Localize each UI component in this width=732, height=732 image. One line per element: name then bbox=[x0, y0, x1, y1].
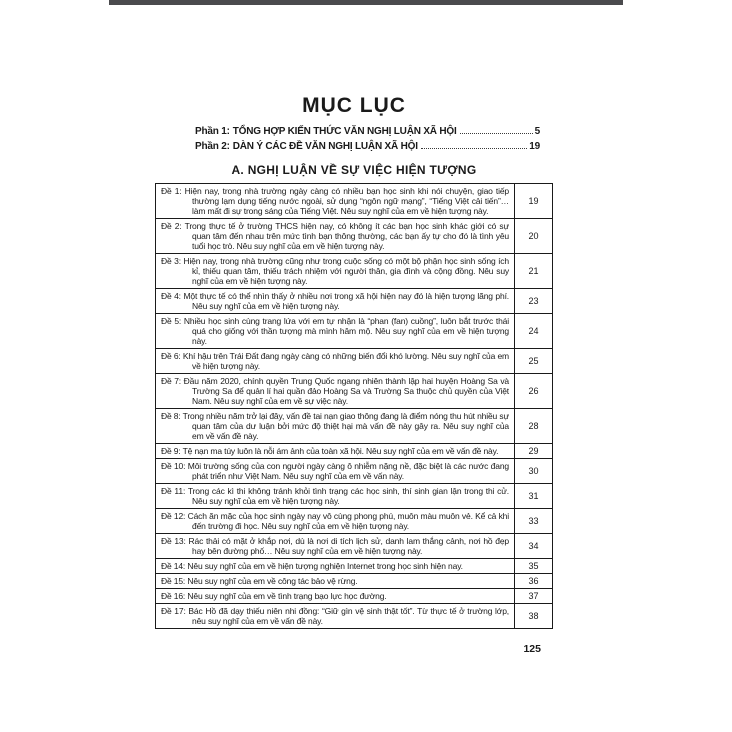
row-page-number: 30 bbox=[528, 466, 539, 476]
row-topic-label: Đề 3: bbox=[161, 256, 181, 266]
toc-entry-title: TỔNG HỢP KIẾN THỨC VĂN NGHỊ LUẬN XÃ HỘI bbox=[232, 126, 457, 137]
row-topic-text: Trong các kì thi không tránh khỏi tình trạng các học sinh, thí sinh gian lận trong thi cử. Nêu suy nghĩ của em về hiện tượng này. bbox=[187, 486, 510, 506]
row-page-number: 36 bbox=[528, 576, 539, 586]
toc-entry-label: Phần 2: bbox=[195, 141, 230, 152]
row-topic-cell bbox=[156, 219, 515, 253]
table-row bbox=[156, 288, 552, 313]
row-topic-cell bbox=[156, 574, 515, 588]
table-row bbox=[156, 558, 552, 573]
row-topic-label: Đề 14: bbox=[161, 561, 186, 571]
table-row bbox=[156, 573, 552, 588]
toc-entry-title: DÀN Ý CÁC ĐỀ VĂN NGHỊ LUẬN XÃ HỘI bbox=[232, 141, 418, 152]
page-content bbox=[155, 0, 553, 655]
table-row bbox=[156, 508, 552, 533]
row-page-cell bbox=[515, 289, 552, 313]
row-topic-text: Nêu suy nghĩ của em về công tác bảo vệ rừng. bbox=[187, 576, 358, 586]
toc-list bbox=[195, 124, 540, 154]
table-row bbox=[156, 533, 552, 558]
page-title: MỤC LỤC bbox=[302, 94, 406, 117]
topics-table bbox=[155, 183, 553, 629]
row-topic-label: Đề 16: bbox=[161, 591, 186, 601]
row-topic-cell bbox=[156, 409, 515, 443]
row-topic-text: Khí hậu trên Trái Đất đang ngày càng có những biến đổi khó lường. Nêu suy nghĩ của em về hiện tượng này. bbox=[182, 351, 509, 371]
row-topic-text: Nêu suy nghĩ của em về hiện tượng nghiện Internet trong học sinh hiện nay. bbox=[187, 561, 463, 571]
table-row bbox=[156, 184, 552, 218]
row-topic-label: Đề 7: bbox=[161, 376, 182, 386]
row-topic-cell bbox=[156, 374, 515, 408]
row-topic-text: Bác Hồ đã dạy thiếu niên nhi đồng: “Giữ gìn vệ sinh thật tốt”. Từ thực tế ở trường lớp, nêu suy nghĩ của em về vấn đề này. bbox=[188, 606, 509, 626]
row-topic-text: Nêu suy nghĩ của em về tình trạng bạo lực học đường. bbox=[187, 591, 387, 601]
toc-entry bbox=[195, 139, 540, 154]
row-page-cell bbox=[515, 604, 552, 628]
row-page-cell bbox=[515, 559, 552, 573]
row-topic-cell bbox=[156, 314, 515, 348]
row-topic-cell bbox=[156, 254, 515, 288]
row-topic-label: Đề 8: bbox=[161, 411, 181, 421]
row-page-cell bbox=[515, 184, 552, 218]
toc-leader-dots bbox=[421, 148, 527, 149]
row-topic-label: Đề 9: bbox=[161, 446, 181, 456]
row-page-cell bbox=[515, 534, 552, 558]
row-page-cell bbox=[515, 509, 552, 533]
row-topic-text: Hiện nay, trong nhà trường ngày càng có nhiều bạn học sinh khi nói chuyện, giao tiếp thường lạm dụng tiếng nước ngoài, sử dụng “ngôn ngữ mạng”, “Tiếng Việt cải tiến”… làm mất đi sự trong sáng của Tiếng Việt. Nêu suy nghĩ của em về hiện tượng này. bbox=[184, 186, 509, 216]
row-topic-label: Đề 5: bbox=[161, 316, 182, 326]
row-page-number: 19 bbox=[528, 196, 539, 206]
row-topic-cell bbox=[156, 534, 515, 558]
row-page-cell bbox=[515, 349, 552, 373]
row-topic-text: Một thực tế có thể nhìn thấy ở nhiều nơi trong xã hội hiện nay đó là hiện tượng lãng phí. Nêu suy nghĩ của em về hiện tượng này. bbox=[183, 291, 509, 311]
toc-entry-page: 19 bbox=[529, 141, 540, 152]
row-topic-text: Trong thực tế ở trường THCS hiện nay, có không ít các bạn học sinh khác giới có sự quan tâm đến nhau trên mức tình bạn thông thường, các bạn ấy tự cho đó là tình yêu tuổi học trò. Nêu suy nghĩ của em về hiện tượng này. bbox=[184, 221, 509, 251]
row-topic-label: Đề 11: bbox=[161, 486, 186, 496]
table-row bbox=[156, 253, 552, 288]
row-topic-text: Tệ nạn ma túy luôn là nỗi ám ảnh của toàn xã hội. Nêu suy nghĩ của em về vấn đề này. bbox=[182, 446, 499, 456]
row-page-cell bbox=[515, 254, 552, 288]
row-topic-text: Trong nhiều năm trở lại đây, vấn đề tai nạn giao thông đang là điểm nóng thu hút nhiều sự quan tâm của dư luận bởi mức độ thiệt hại mà vấn đề này gây ra. Nêu suy nghĩ của em về vấn đề này. bbox=[182, 411, 509, 441]
row-page-number: 20 bbox=[528, 231, 539, 241]
row-topic-label: Đề 4: bbox=[161, 291, 181, 301]
row-page-cell bbox=[515, 314, 552, 348]
row-page-number: 31 bbox=[528, 491, 539, 501]
row-topic-text: Cách ăn mặc của học sinh ngày nay vô cùng phong phú, muôn màu muôn vẻ. Kể cả khi đến trường đi học. Nêu suy nghĩ của em về hiện tượng này. bbox=[187, 511, 509, 531]
table-row bbox=[156, 458, 552, 483]
row-topic-cell bbox=[156, 509, 515, 533]
row-page-number: 38 bbox=[528, 611, 539, 621]
row-page-number: 29 bbox=[528, 446, 539, 456]
row-topic-cell bbox=[156, 349, 515, 373]
row-topic-cell bbox=[156, 289, 515, 313]
row-page-number: 21 bbox=[528, 266, 539, 276]
table-row bbox=[156, 313, 552, 348]
table-row bbox=[156, 483, 552, 508]
row-page-number: 25 bbox=[528, 356, 539, 366]
row-page-number: 26 bbox=[528, 386, 539, 396]
row-topic-text: Môi trường sống của con người ngày càng ô nhiễm nặng nề, đặc biệt là các nước đang phát triển như Việt Nam. Nêu suy nghĩ của em về vấn này. bbox=[187, 461, 509, 481]
row-page-number: 34 bbox=[528, 541, 539, 551]
row-topic-label: Đề 2: bbox=[161, 221, 182, 231]
row-page-number: 33 bbox=[528, 516, 539, 526]
table-row bbox=[156, 443, 552, 458]
row-page-cell bbox=[515, 374, 552, 408]
toc-entry-label: Phần 1: bbox=[195, 126, 230, 137]
row-topic-cell bbox=[156, 589, 515, 603]
table-row bbox=[156, 408, 552, 443]
row-page-cell bbox=[515, 459, 552, 483]
row-topic-label: Đề 1: bbox=[161, 186, 182, 196]
row-topic-label: Đề 12: bbox=[161, 511, 186, 521]
row-page-cell bbox=[515, 589, 552, 603]
row-page-cell bbox=[515, 574, 552, 588]
row-page-cell bbox=[515, 484, 552, 508]
row-topic-text: Nhiều học sinh cùng trang lứa với em tự nhận là “phan (fan) cuồng”, luôn bắt trước thái quá cho giống với thần tượng mà mình hâm mộ. Nêu suy nghĩ của em về hiện tượng này. bbox=[183, 316, 509, 346]
row-topic-label: Đề 10: bbox=[161, 461, 186, 471]
row-topic-text: Rác thải có mặt ở khắp nơi, dù là nơi di tích lịch sử, danh lam thắng cảnh, nơi hồ đẹp hay bên đường phố… Nêu suy nghĩ của em về hiện tượng này. bbox=[188, 536, 509, 556]
row-topic-label: Đề 13: bbox=[161, 536, 186, 546]
row-topic-text: Đầu năm 2020, chính quyền Trung Quốc ngang nhiên thành lập hai huyện Hoàng Sa và Trường Sa để quản lí hai quần đảo Hoàng Sa và Trường Sa thuộc chủ quyền của Việt Nam. Nêu suy nghĩ của em về sự việc này. bbox=[183, 376, 509, 406]
row-page-number: 37 bbox=[528, 591, 539, 601]
row-topic-label: Đề 6: bbox=[161, 351, 181, 361]
table-row bbox=[156, 373, 552, 408]
toc-leader-dots bbox=[460, 133, 533, 134]
row-page-number: 23 bbox=[528, 296, 539, 306]
row-topic-cell bbox=[156, 484, 515, 508]
row-topic-label: Đề 17: bbox=[161, 606, 186, 616]
row-topic-cell bbox=[156, 444, 515, 458]
row-topic-cell bbox=[156, 559, 515, 573]
row-topic-text: Hiện nay, trong nhà trường cũng như trong cuộc sống có một bộ phận học sinh sống ích kỉ, thiếu quan tâm, thiếu trách nhiệm với người thân, gia đình và cộng đồng. Nêu suy nghĩ của em về hiện tượng này. bbox=[183, 256, 509, 286]
row-page-number: 24 bbox=[528, 326, 539, 336]
row-page-number: 28 bbox=[528, 421, 539, 431]
page-number: 125 bbox=[523, 643, 541, 655]
row-topic-cell bbox=[156, 604, 515, 628]
row-topic-label: Đề 15: bbox=[161, 576, 186, 586]
row-page-cell bbox=[515, 219, 552, 253]
table-row bbox=[156, 588, 552, 603]
row-page-cell bbox=[515, 444, 552, 458]
toc-entry bbox=[195, 124, 540, 139]
table-row bbox=[156, 218, 552, 253]
table-row bbox=[156, 603, 552, 628]
row-page-number: 35 bbox=[528, 561, 539, 571]
toc-entry-page: 5 bbox=[534, 126, 540, 137]
row-topic-cell bbox=[156, 459, 515, 483]
row-topic-cell bbox=[156, 184, 515, 218]
row-page-cell bbox=[515, 409, 552, 443]
table-row bbox=[156, 348, 552, 373]
section-heading: A. NGHỊ LUẬN VỀ SỰ VIỆC HIỆN TƯỢNG bbox=[231, 163, 477, 177]
